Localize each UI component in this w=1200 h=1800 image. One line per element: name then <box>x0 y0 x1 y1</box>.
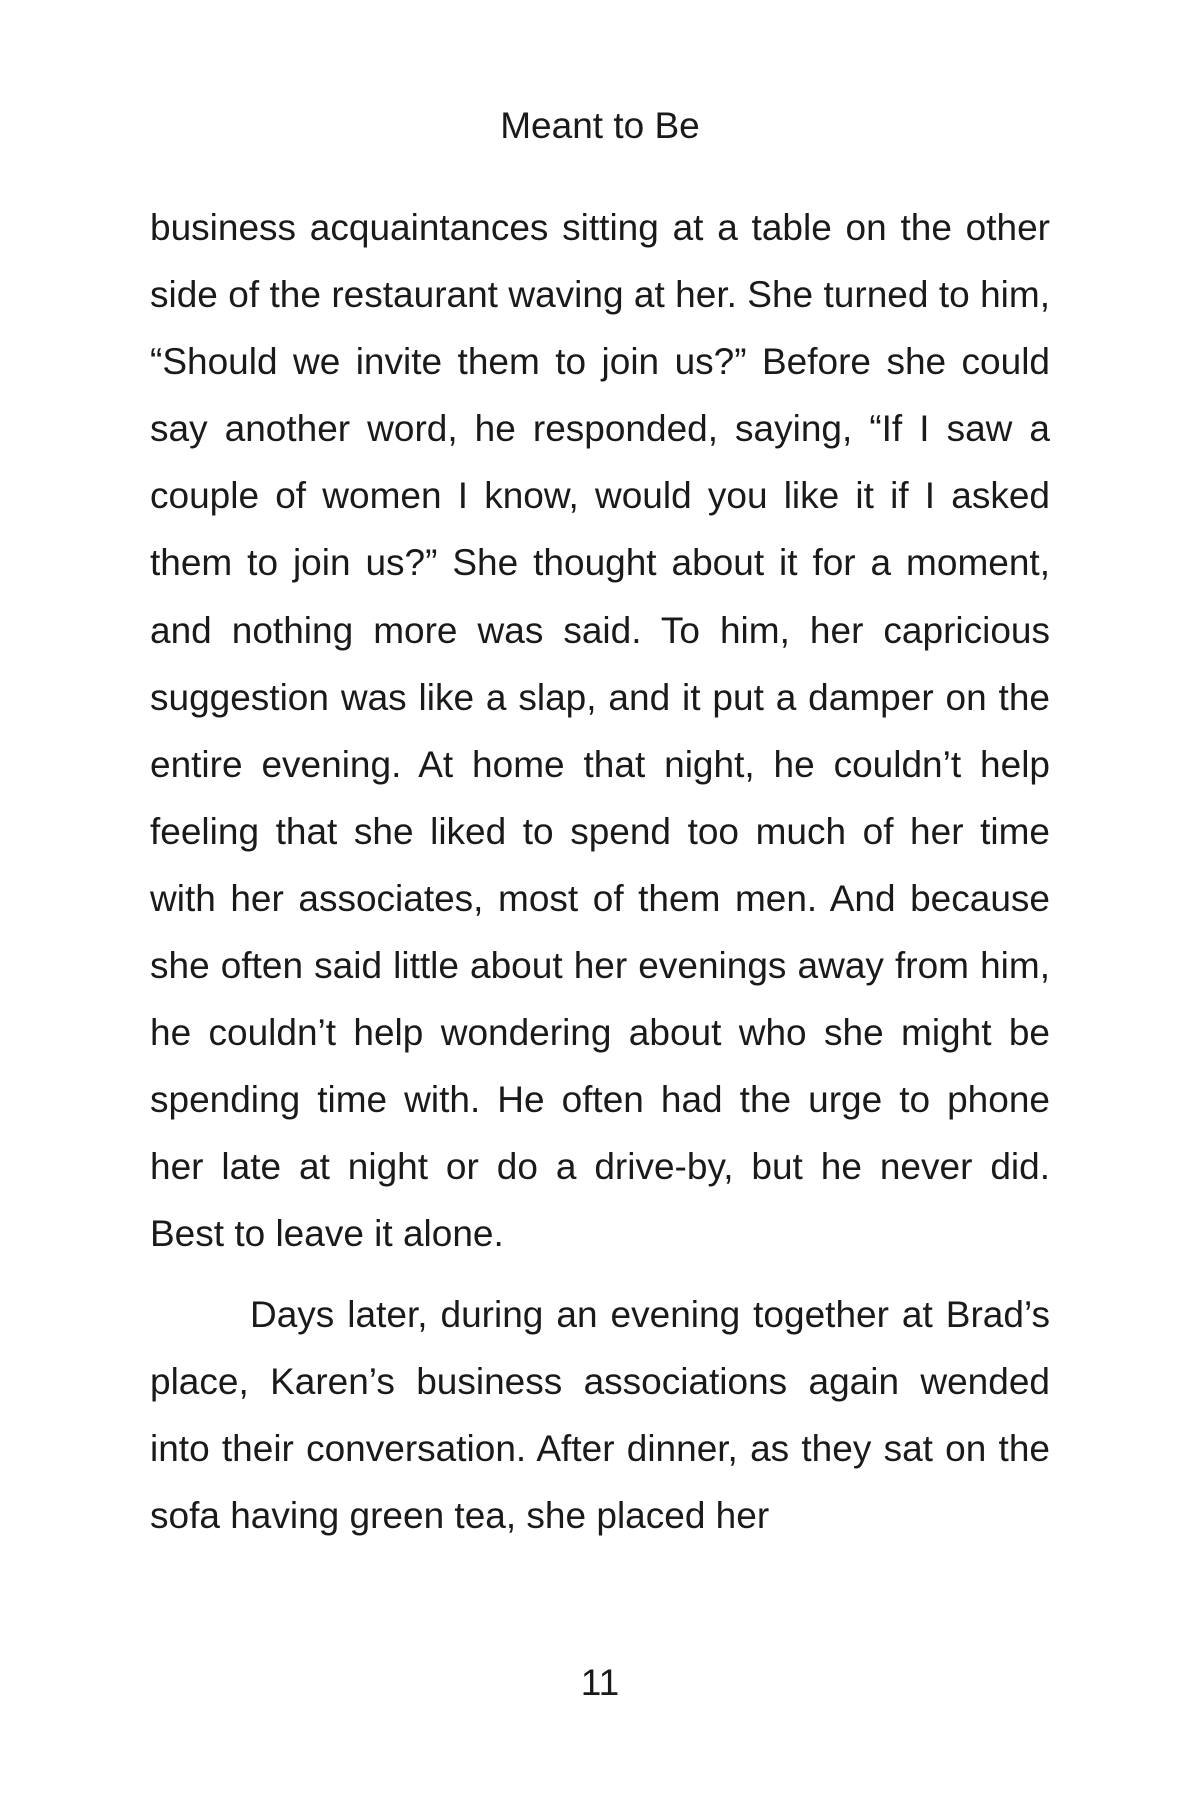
running-header: Meant to Be <box>500 105 700 146</box>
page-number: 11 <box>580 1662 620 1703</box>
body-text <box>150 194 1050 1549</box>
paragraph-2: Days later, during an evening together at Brad’s place, Karen’s business associations again wended into their conversation. After dinner, as they sat on the sofa having green tea, she placed her <box>150 1293 1050 1536</box>
paragraph-1: business acquaintances sitting at a table on the other side of the restaurant waving at her. She turned to him, “Should we invite them to join us?” Before she could say another word, he responded, saying, “If I saw a couple of women I know, would you like it if I asked them to join us?” She thought about it for a moment, and nothing more was said. To him, her capricious suggestion was like a slap, and it put a damper on the entire evening. At home that night, he couldn’t help feeling that she liked to spend too much of her time with her associates, most of them men. And because she often said little about her evenings away from him, he couldn’t help wondering about who she might be spending time with. He often had the urge to phone her late at night or do a drive-by, but he never did. Best to leave it alone. <box>150 207 1050 1255</box>
